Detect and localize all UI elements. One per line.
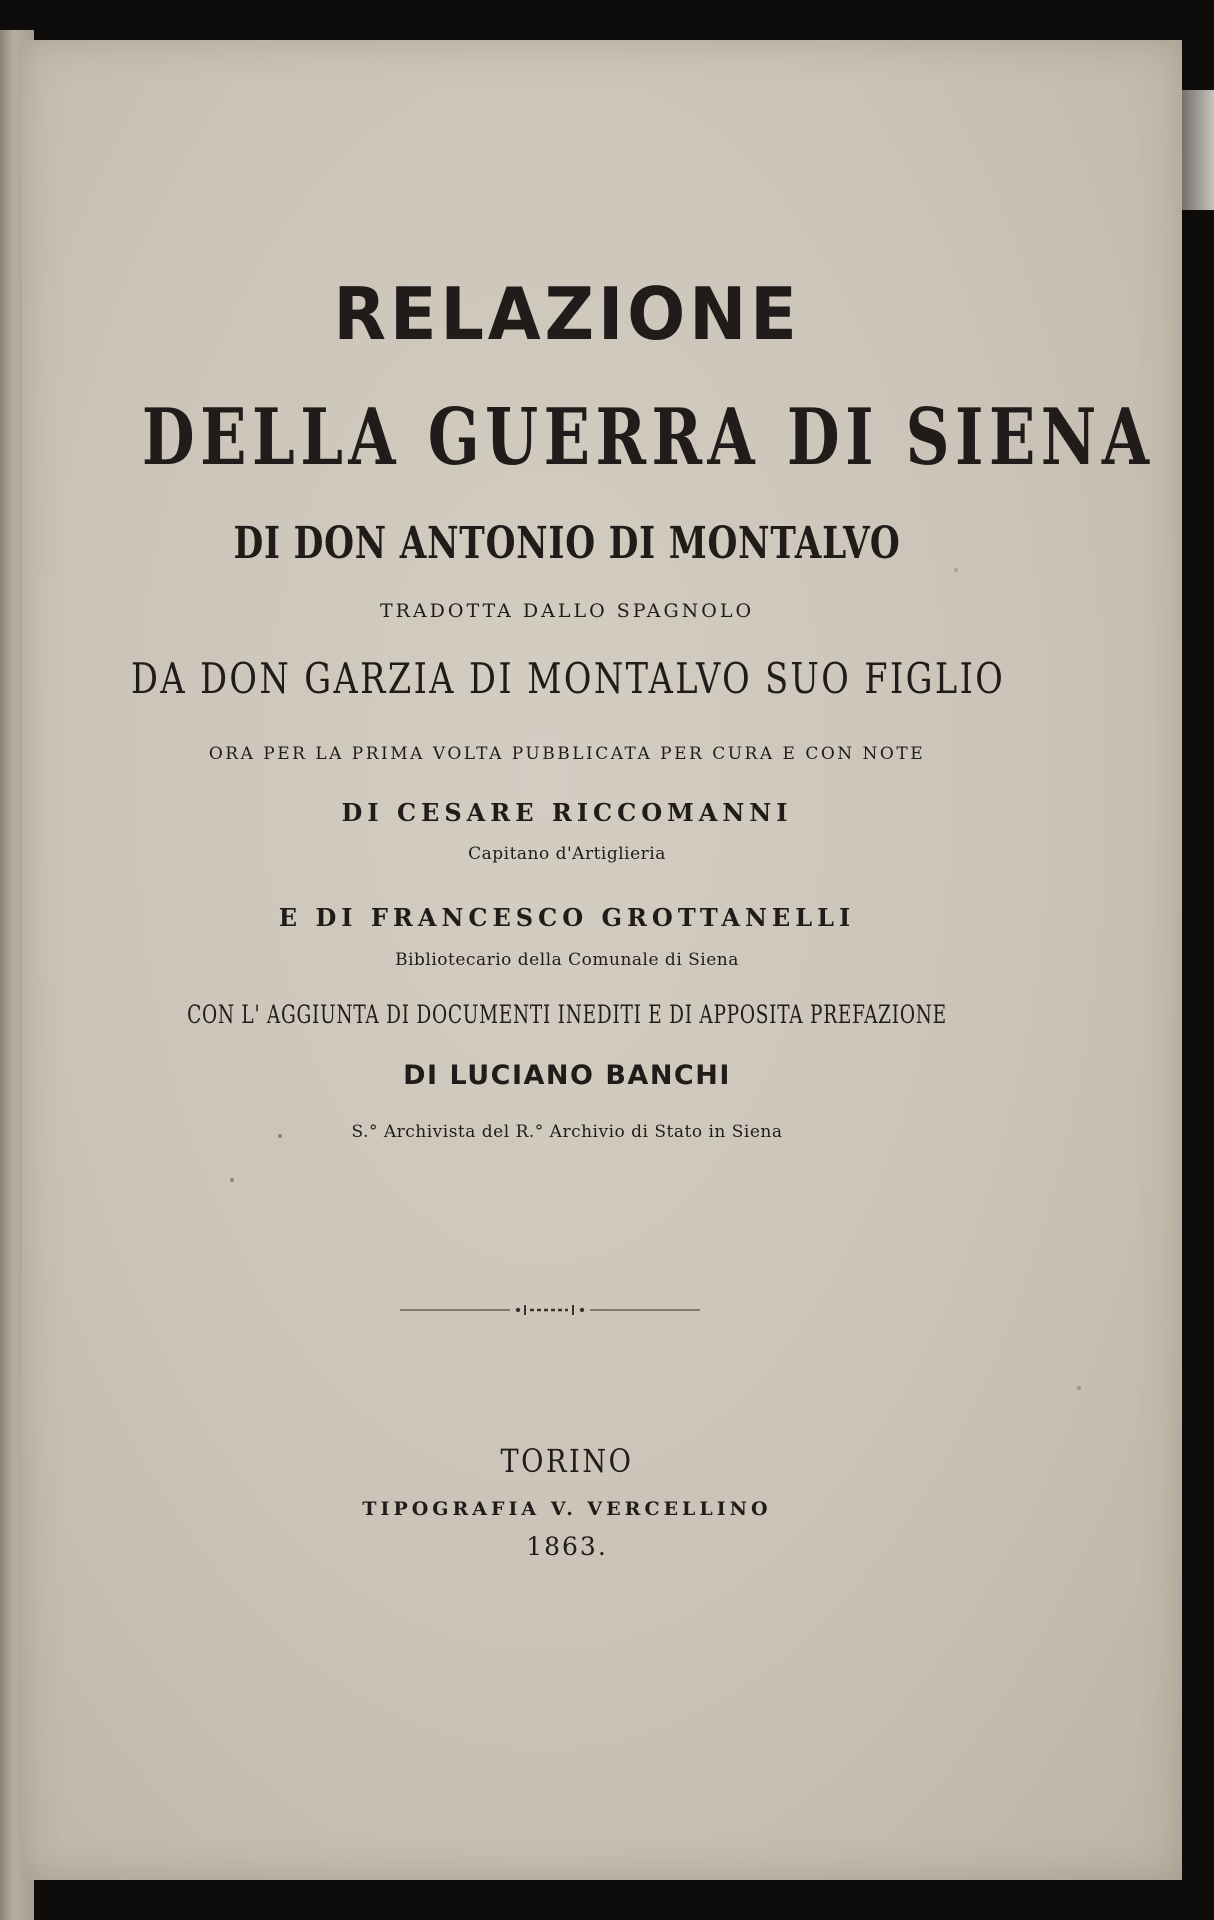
paper-edge	[1180, 90, 1214, 210]
preface-author: DI LUCIANO BANCHI	[403, 1060, 731, 1091]
paper-speck	[1077, 1386, 1081, 1390]
publication-note: ORA PER LA PRIMA VOLTA PUBBLICATA PER CURA E CON NOTE	[208, 744, 926, 764]
title-page	[22, 40, 1182, 1880]
title-line-2: DELLA GUERRA DI SIENA	[141, 392, 1155, 483]
imprint-printer: TIPOGRAFIA V. VERCELLINO	[362, 1498, 772, 1520]
imprint-year: 1863.	[526, 1532, 608, 1561]
appendix-note: CON L' AGGIUNTA DI DOCUMENTI INEDITI E DI APPOSITA PREFAZIONE	[187, 1000, 947, 1029]
title-line-1: RELAZIONE	[333, 272, 801, 356]
editor-1-name: DI CESARE RICCOMANNI	[341, 798, 793, 827]
editor-1-role: Capitano d'Artiglieria	[468, 844, 666, 864]
author-line: DI DON ANTONIO DI MONTALVO	[233, 518, 901, 569]
imprint-city: TORINO	[500, 1442, 634, 1480]
ornament-divider-icon	[400, 1300, 700, 1320]
preface-author-role: S.° Archivista del R.° Archivio di Stato in Siena	[351, 1122, 783, 1142]
editor-2-name: E DI FRANCESCO GROTTANELLI	[278, 903, 856, 932]
editor-2-role: Bibliotecario della Comunale di Siena	[395, 950, 739, 970]
translator-line: DA DON GARZIA DI MONTALVO SUO FIGLIO	[131, 654, 1006, 703]
paper-speck	[278, 1134, 282, 1138]
paper-speck	[954, 568, 958, 572]
translation-note: TRADOTTA DALLO SPAGNOLO	[379, 600, 755, 622]
paper-speck	[230, 1178, 234, 1182]
